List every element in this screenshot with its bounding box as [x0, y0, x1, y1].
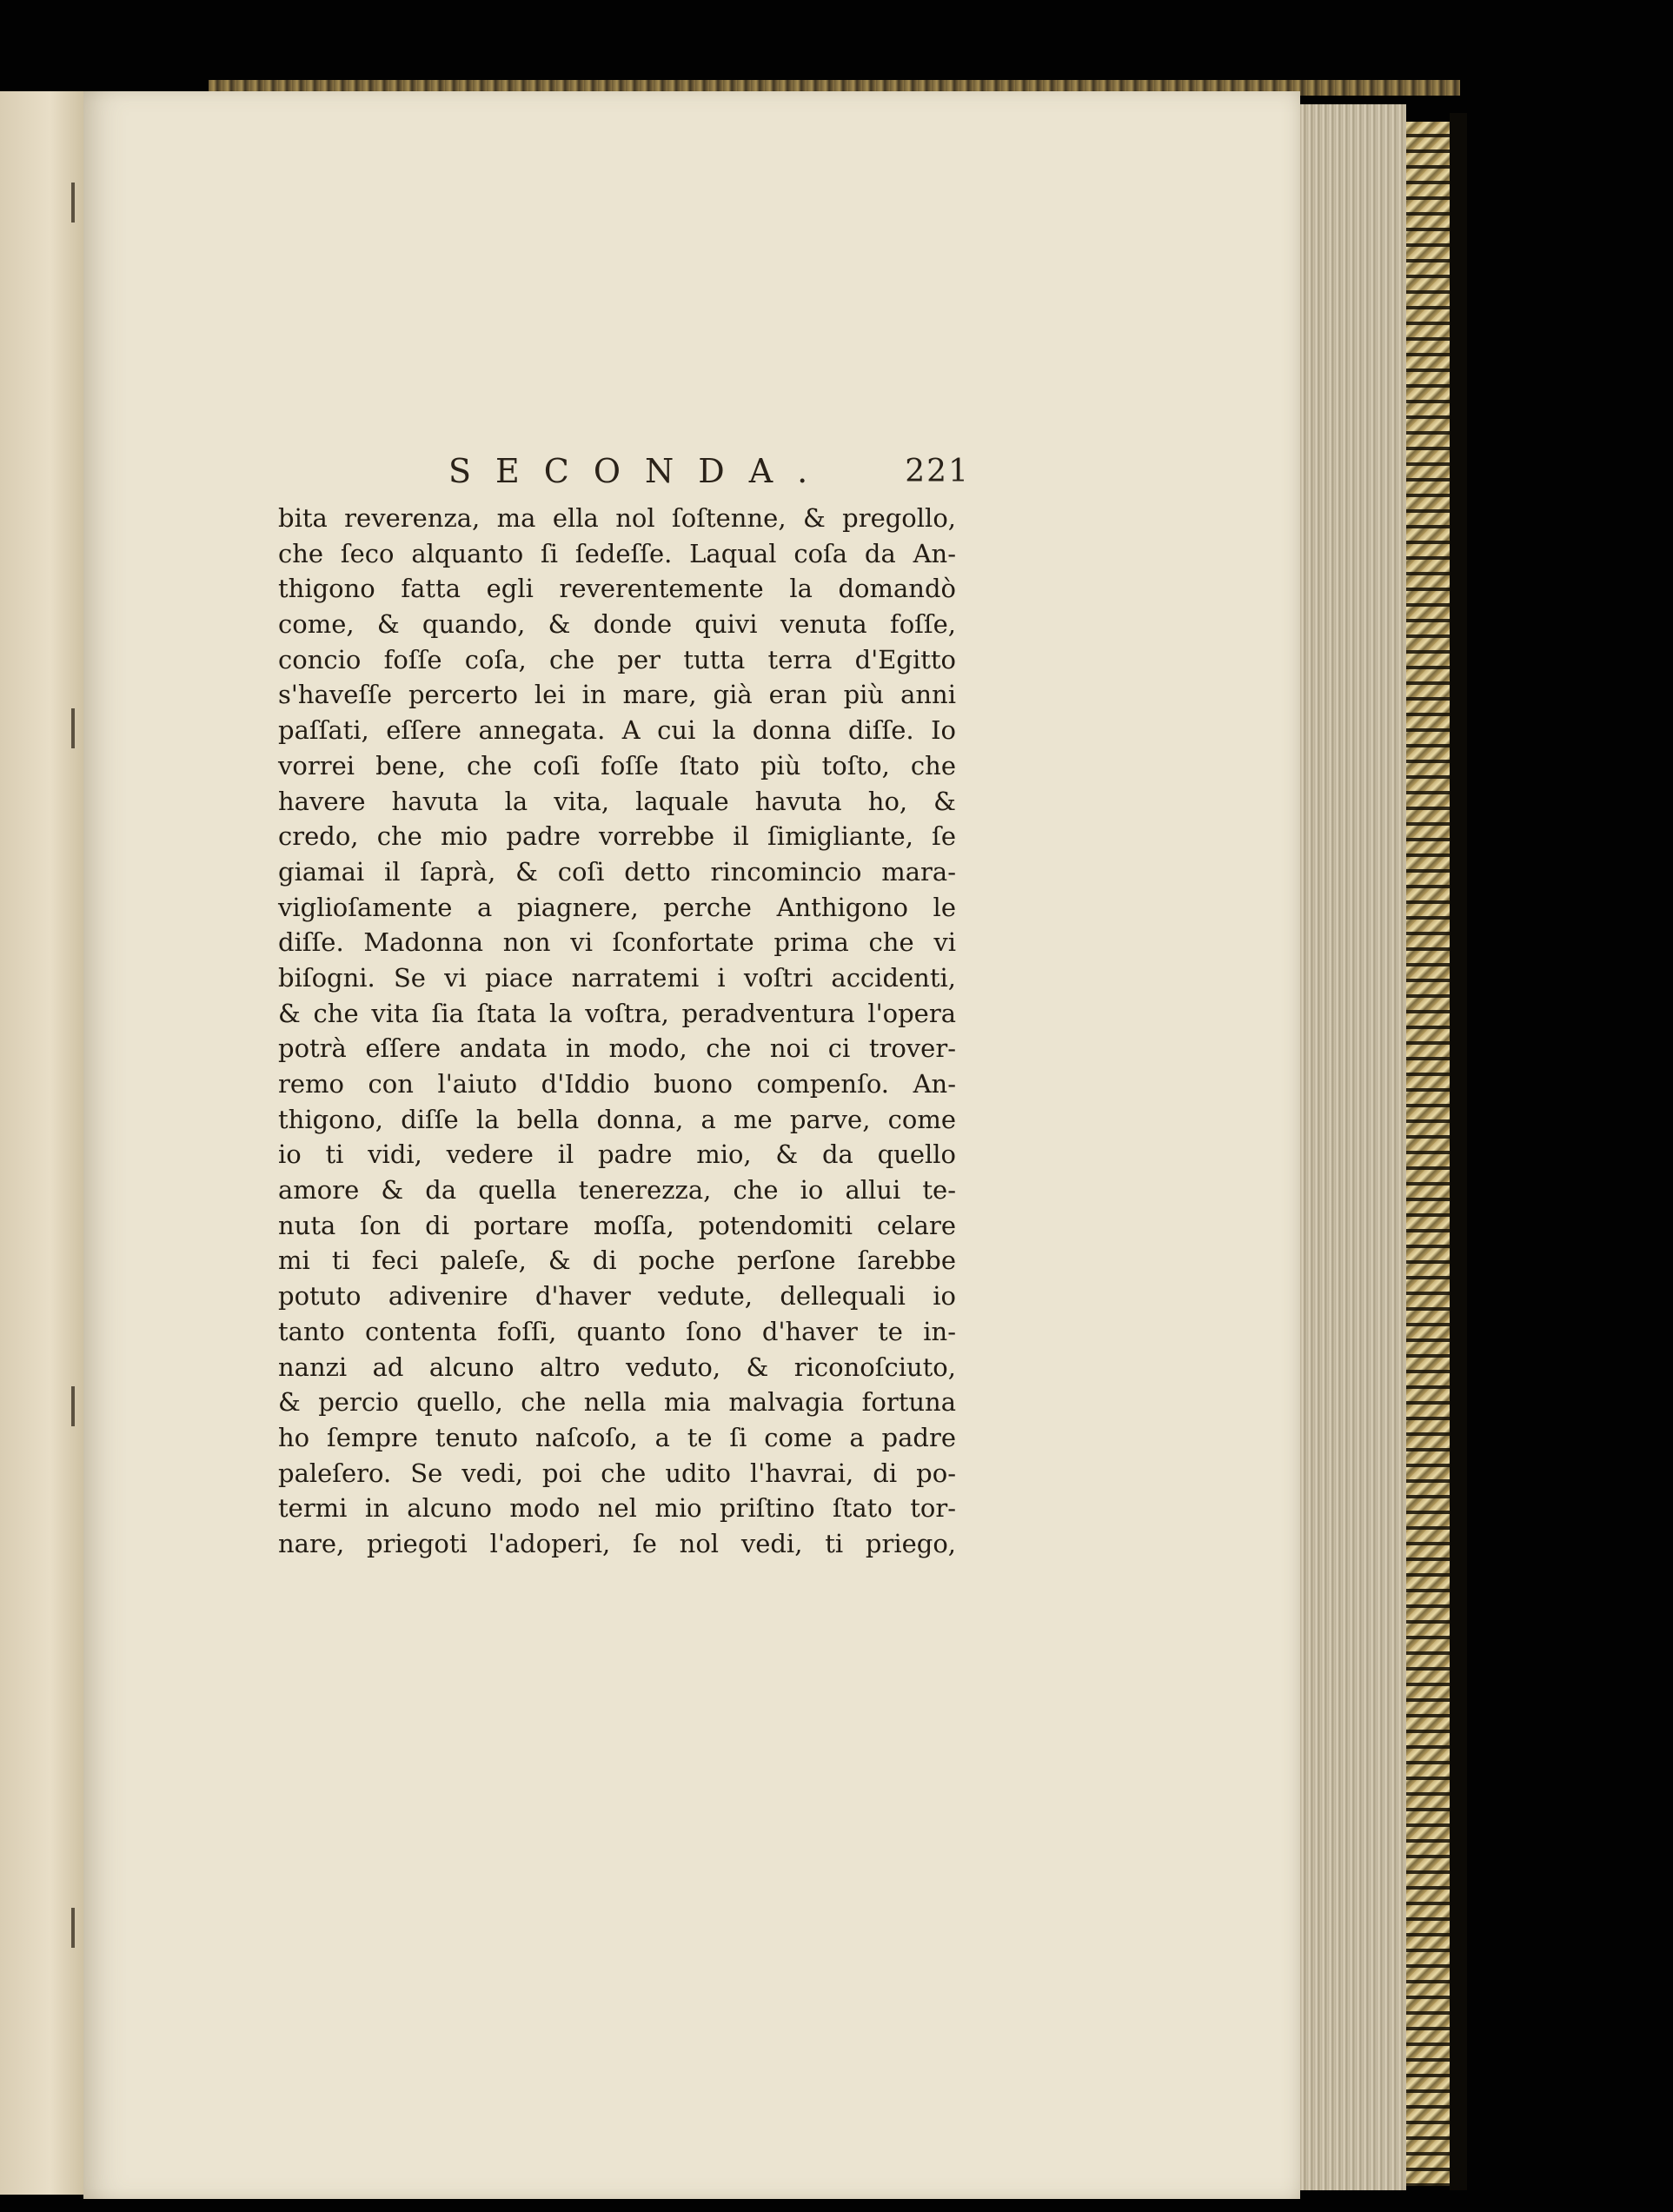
text-line: & percio quello, che nella mia malvagia fortuna: [278, 1387, 956, 1418]
fore-edge-pages: [1300, 104, 1406, 2190]
text-line: io ti vidi, vedere il padre mio, & da quello: [278, 1139, 956, 1170]
text-line: giamai il ſaprà, & coſi detto rincomincio mara-: [278, 856, 956, 887]
binding-stitch: [71, 1386, 75, 1426]
text-line: paleſero. Se vedi, poi che udito l'havrai, di po-: [278, 1458, 956, 1488]
page-number: 221: [905, 454, 970, 489]
text-line: che ſeco alquanto ſi ſedeſſe. Laqual coſa da An-: [278, 538, 956, 568]
text-line: tanto contenta foſſi, quanto ſono d'haver te in-: [278, 1316, 956, 1346]
text-line: credo, che mio padre vorrebbe il ſimigliante, ſe: [278, 821, 956, 852]
running-header: [370, 452, 970, 504]
text-line: thigono fatta egli reverentemente la domandò: [278, 574, 956, 604]
text-line: potuto adivenire d'haver vedute, dellequali io: [278, 1281, 956, 1312]
text-line: concio foſſe coſa, che per tutta terra d'Egitto: [278, 644, 956, 674]
text-line: thigono, diſſe la bella donna, a me parve, come: [278, 1104, 956, 1134]
binding-stitch: [71, 183, 75, 223]
binding-stitch: [71, 1908, 75, 1948]
text-line: bita reverenza, ma ella nol ſoſtenne, & pregollo,: [278, 503, 956, 533]
text-line: nare, priegoti l'adoperi, ſe nol vedi, ti priego,: [278, 1528, 956, 1558]
gilt-cover-border: [1406, 122, 1450, 2186]
text-line: viglioſamente a piagnere, perche Anthigono le: [278, 892, 956, 922]
text-line: amore & da quella tenerezza, che io allui te-: [278, 1175, 956, 1206]
text-line: ho ſempre tenuto naſcoſo, a te ſi come a padre: [278, 1422, 956, 1452]
text-line: potrà eſſere andata in modo, che noi ci trover-: [278, 1033, 956, 1064]
text-line: havere havuta la vita, laquale havuta ho, &: [278, 786, 956, 816]
binding-stitch: [71, 708, 75, 748]
text-line: nanzi ad alcuno altro veduto, & riconoſciuto,: [278, 1352, 956, 1382]
running-title: SECONDA.: [448, 452, 833, 490]
text-line: termi in alcuno modo nel mio priſtino ſtato tor-: [278, 1493, 956, 1524]
text-line: vorrei bene, che coſi foſſe ſtato più toſto, che: [278, 750, 956, 781]
text-line: biſogni. Se vi piace narratemi i voſtri accidenti,: [278, 962, 956, 993]
text-line: s'haveſſe percerto lei in mare, già eran più anni: [278, 680, 956, 710]
text-line: diſſe. Madonna non vi ſconfortate prima che vi: [278, 927, 956, 958]
text-line: remo con l'aiuto d'Iddio buono compenſo. An-: [278, 1069, 956, 1099]
text-line: mi ti feci paleſe, & di poche perſone ſarebbe: [278, 1245, 956, 1276]
text-line: come, & quando, & donde quivi venuta foſſe,: [278, 609, 956, 640]
text-line: paſſati, eſſere annegata. A cui la donna diſſe. Io: [278, 715, 956, 746]
text-line: & che vita ſia ſtata la voſtra, peradventura l'opera: [278, 998, 956, 1028]
left-page-edge: [0, 91, 83, 2195]
text-line: nuta ſon di portare moſſa, potendomiti celare: [278, 1210, 956, 1240]
body-text: [278, 501, 956, 1562]
cover-shadow: [1450, 113, 1467, 2190]
